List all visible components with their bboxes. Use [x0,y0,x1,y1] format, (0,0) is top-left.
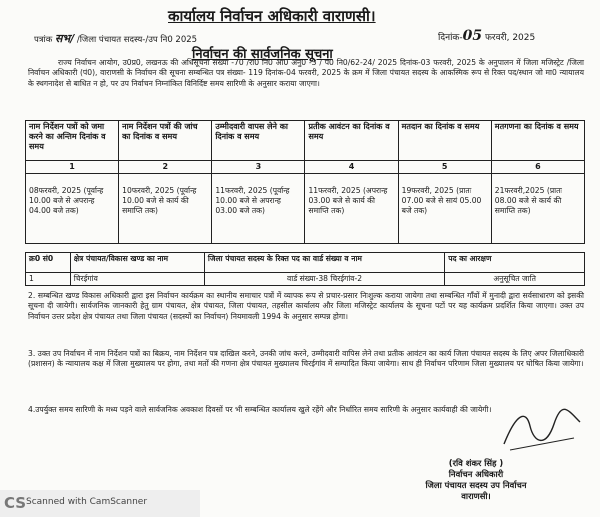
office-title: कार्यालय निर्वाचन अधिकारी वाराणसी। [168,7,376,25]
signatory-office: जिला पंचायत सदस्य उप निर्वाचन [425,480,527,490]
ref-suffix: /जिला पंचायत सदस्य-/उप नि0 2025 [76,35,198,45]
seat-serial: 1 [26,273,71,286]
seat-header-ward: जिला पंचायत सदस्य के रिक्त पद का वार्ड संख्या व नाम [204,253,444,273]
camscanner-watermark [0,490,200,517]
camscanner-text: Scanned with CamScanner [26,497,148,507]
schedule-header: प्रतीक आवंटन का दिनांक व समय [305,121,398,161]
seat-header-serial: क्र0 सं0 [26,253,71,273]
signature-block [406,458,546,502]
date-line [438,28,535,44]
schedule-header: उम्मीदवारी वापस लेने का दिनांक व समय [212,121,305,161]
schedule-number: 3 [212,161,305,174]
schedule-header: मतगणना का दिनांक व समय [491,121,584,161]
signatory-name: (रवि शंकर सिंह ) [448,458,504,468]
signatory-place: वाराणसी। [461,491,491,501]
seat-header-reservation: पद का आरक्षण [445,253,585,273]
schedule-value: 11फरवरी, 2025 (अपरान्ह 03.00 बजे से कार्य की समाप्ति तक) [305,174,398,244]
paragraph-4: 4.उपर्युक्त समय सारिणी के मध्य पड़ने वाले सार्वजनिक अवकाश दिवसों पर भी सम्बन्धित कार्यालय खुले रहेंगे और निर्धारित समय सारिणी के अनुसार कार्यवाही की जायेगी। [28,405,492,414]
seat-block: चिरईगांव [70,273,204,286]
camscanner-logo: CS [4,494,27,512]
date-suffix: फरवरी, 2025 [484,33,536,43]
date-prefix: दिनांक- [438,33,463,43]
schedule-header: नाम निर्देशन पत्रों की जांच का दिनांक व समय [119,121,212,161]
schedule-table [25,120,585,244]
schedule-number: 1 [26,161,119,174]
date-handwritten: 05 [462,28,483,44]
signatory-designation: निर्वाचन अधिकारी [448,469,504,479]
reference-line [34,31,197,46]
ref-prefix: पत्रांक [34,35,53,45]
schedule-value: 19फरवरी, 2025 (प्रातः 07.00 बजे से सायं 05.00 बजे तक) [398,174,491,244]
signature-scrawl [496,404,586,456]
schedule-number: 4 [305,161,398,174]
notice-title: निर्वाचन की सार्वजनिक सूचना [192,47,333,62]
schedule-number: 2 [119,161,212,174]
schedule-header: मतदान का दिनांक व समय [398,121,491,161]
paragraph-2: 2. सम्बन्धित खण्ड विकास अधिकारी द्वारा इस निर्वाचन कार्यक्रम का स्थानीय समाचार पत्रों में व्यापक रूप से प्रचार-प्रसार निःशुल्क कराया जायेगा तथा सम्बन्धित गाँवों में मुनादी द्वारा सर्वसाधारण को इसकी सूचना दी जायेगी। सार्वजनिक जानकारी हेतु ग्राम पंचायत, क्षेत्र पंचायत, जिला पंचायत, तहसील कार्यालय और जिला मजिस्ट्रेट कार्यालय के सूचना पटों पर यह कार्यक्रम प्रदर्शित किया जाएगा। उक्त उप निर्वाचन उत्तर प्रदेश क्षेत्र पंचायत तथा जिला पंचायत (सदस्यों का निर्वाचन) नियमावली 1994 के अनुसार सम्पन्न होगा। [28,291,584,321]
seat-header-block: क्षेत्र पंचायत/विकास खण्ड का नाम [70,253,204,273]
schedule-value: 10फरवरी, 2025 (पूर्वान्ह 10.00 बजे से कार्य की समाप्ति तक) [119,174,212,244]
schedule-value: 21फरवरी,2025 (प्रातः 08.00 बजे से कार्य की समाप्ति तक) [491,174,584,244]
schedule-number: 6 [491,161,584,174]
ref-handwritten: सभ/ [54,32,75,45]
schedule-value: 08फरवरी, 2025 (पूर्वान्ह 10.00 बजे से अपरान्ह 04.00 बजे तक) [26,174,119,244]
seat-reservation: अनुसूचित जाति [445,273,585,286]
intro-paragraph: राज्य निर्वाचन आयोग, उ0प्र0, लखनऊ की अधिसूचना संख्या -70 /रा0 नि0 आ0 अनु0 -3 / प0 नि0/62-24/ 2025 दिनांक-03 फरवरी, 2025 के अनुपालन में जिला मजिस्ट्रेट /जिला निर्वाचन अधिकारी (पं0), वाराणसी के निर्वाचन की सूचना सम्बन्धित पत्र संख्या- 119 दिनांक-04 फरवरी, 2025 के क्रम में जिला पंचायत सदस्य के आकस्मिक रूप से रिक्त पद/स्थान जो मा0 न्यायालय के स्थगनादेश से बाधित न हो, पर उप निर्वाचन निम्नांकित विनिर्दिष्ट समय सारिणी के अनुसार कराया जाएगा। [28,58,584,88]
seat-ward: वार्ड संख्या-38 चिरईगांव-2 [204,273,444,286]
schedule-number: 5 [398,161,491,174]
seat-table [25,252,585,286]
schedule-value: 11फरवरी, 2025 (पूर्वान्ह 10.00 बजे से अपरान्ह 03.00 बजे तक) [212,174,305,244]
paragraph-3: 3. उक्त उप निर्वाचन में नाम निर्देशन पत्रों का बिक्रय, नाम निर्देशन पत्र दाखिल करने, उनकी जांच करने, उम्मीदवारी वापिस लेने तथा प्रतीक आवंटन का कार्य जिला पंचायत सदस्य के लिए अपर जिलाधिकारी (प्रशासन) के न्यायालय कक्ष में जिला मुख्यालय पर होगा, तथा मतों की गणना क्षेत्र पंचायत मुख्यालय चिरईगांव में सम्पादित किया जायेगा। साथ ही निर्वाचन परिणाम जिला मुख्यालय पर घोषित किया जायेगा। [28,349,584,369]
schedule-header: नाम निर्देशन पत्रों को जमा करने का अन्तिम दिनांक व समय [26,121,119,161]
